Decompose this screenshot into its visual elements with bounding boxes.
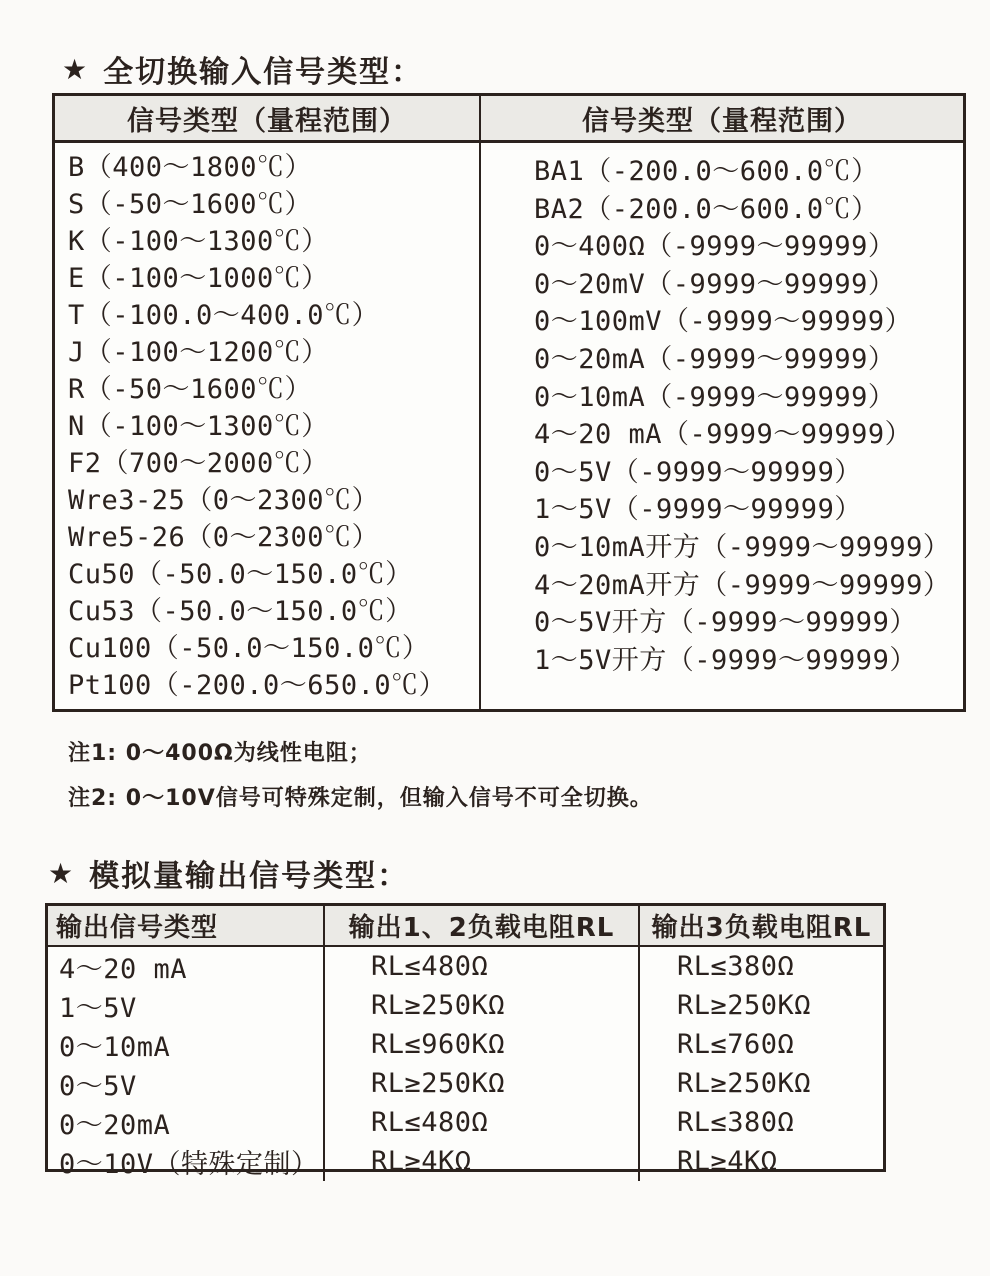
signal-range-item: Wre3-25（0～2300℃） bbox=[68, 485, 380, 516]
table-row bbox=[48, 1064, 883, 1103]
output-signal-type-cell: 0～20mA bbox=[48, 1103, 325, 1142]
signal-range-item: E（-100～1000℃） bbox=[68, 263, 329, 294]
output-signal-type-cell: 0～5V bbox=[48, 1064, 325, 1103]
table-row bbox=[48, 1025, 883, 1064]
signal-range-item: 0～20mV（-9999～99999） bbox=[534, 268, 896, 300]
signal-range-item: 1～5V（-9999～99999） bbox=[534, 494, 862, 526]
output-signal-type-cell: 0～10V（特殊定制） bbox=[48, 1142, 325, 1181]
table-row bbox=[48, 986, 883, 1025]
signal-range-item: Pt100（-200.0～650.0℃） bbox=[68, 670, 447, 701]
output-table-body bbox=[48, 947, 883, 1180]
load-resistance-3-cell: RL≥250KΩ bbox=[677, 990, 812, 1021]
input-table-column-linear bbox=[481, 143, 963, 709]
section-title-text: 全切换输入信号类型： bbox=[103, 55, 424, 90]
signal-range-item: F2（700～2000℃） bbox=[68, 448, 329, 479]
load-resistance-3-cell: RL≤380Ω bbox=[677, 1107, 795, 1138]
output-signal-type-cell: 0～10mA bbox=[48, 1025, 325, 1064]
load-resistance-1-2-cell: RL≥4KΩ bbox=[325, 1142, 640, 1181]
signal-range-item: Cu53（-50.0～150.0℃） bbox=[68, 596, 413, 627]
load-resistance-3-cell: RL≥4KΩ bbox=[677, 1146, 778, 1177]
output-signal-type-cell: 1～5V bbox=[48, 986, 325, 1025]
input-signal-table bbox=[52, 93, 966, 712]
input-table-header-left: 信号类型（量程范围） bbox=[55, 96, 481, 140]
load-resistance-3-cell: RL≤760Ω bbox=[677, 1029, 795, 1060]
output-signal-table bbox=[45, 903, 886, 1180]
output-table-header-load-3: 输出3负载电阻RL bbox=[651, 913, 872, 943]
section-title-text: 模拟量输出信号类型： bbox=[89, 859, 410, 894]
input-table-header-row bbox=[55, 96, 963, 143]
signal-range-item: 0～5V开方（-9999～99999） bbox=[534, 607, 917, 639]
output-table-header-load-1-2: 输出1、2负载电阻RL bbox=[325, 906, 640, 945]
signal-range-item: S（-50～1600℃） bbox=[68, 189, 313, 220]
signal-range-item: R（-50～1600℃） bbox=[68, 374, 313, 405]
load-resistance-1-2-cell: RL≤960KΩ bbox=[325, 1025, 640, 1064]
load-resistance-1-2-cell: RL≥250KΩ bbox=[325, 986, 640, 1025]
input-signal-section-title bbox=[62, 47, 423, 91]
note-1: 注1: 0～400Ω为线性电阻； bbox=[68, 741, 372, 766]
signal-range-item: T（-100.0～400.0℃） bbox=[68, 300, 380, 331]
output-signal-type-cell: 4～20 mA bbox=[48, 947, 325, 986]
signal-range-item: 0～5V（-9999～99999） bbox=[534, 456, 862, 488]
load-resistance-3-cell: RL≤380Ω bbox=[677, 951, 795, 982]
signal-range-item: B（400～1800℃） bbox=[68, 152, 313, 183]
load-resistance-1-2-cell: RL≤480Ω bbox=[325, 947, 640, 986]
signal-range-item: Cu50（-50.0～150.0℃） bbox=[68, 559, 413, 590]
output-table-header-signal-type: 输出信号类型 bbox=[48, 906, 325, 945]
signal-range-item: 1～5V开方（-9999～99999） bbox=[534, 644, 917, 676]
load-resistance-3-cell: RL≥250KΩ bbox=[677, 1068, 812, 1099]
signal-range-item: 0～20mA（-9999～99999） bbox=[534, 343, 896, 375]
output-table-header-row bbox=[48, 906, 883, 947]
table-row bbox=[48, 1142, 883, 1181]
signal-range-item: 0～100mV（-9999～99999） bbox=[534, 306, 913, 338]
signal-range-item: J（-100～1200℃） bbox=[68, 337, 329, 368]
input-table-header-right: 信号类型（量程范围） bbox=[582, 105, 862, 137]
signal-range-item: 0～10mA（-9999～99999） bbox=[534, 381, 896, 413]
input-table-column-thermocouple bbox=[55, 143, 481, 709]
output-signal-section-title bbox=[48, 851, 409, 895]
signal-range-item: BA1（-200.0～600.0℃） bbox=[534, 156, 879, 187]
signal-range-item: 4～20 mA（-9999～99999） bbox=[534, 419, 913, 451]
table-row bbox=[48, 1103, 883, 1142]
signal-range-item: BA2（-200.0～600.0℃） bbox=[534, 193, 879, 225]
note-2: 注2: 0～10V信号可特殊定制，但输入信号不可全切换。 bbox=[68, 786, 653, 811]
signal-range-item: N（-100～1300℃） bbox=[68, 411, 329, 442]
signal-range-item: Cu100（-50.0～150.0℃） bbox=[68, 633, 430, 664]
signal-range-item: 4～20mA开方（-9999～99999） bbox=[534, 569, 951, 601]
load-resistance-1-2-cell: RL≥250KΩ bbox=[325, 1064, 640, 1103]
input-table-body bbox=[55, 143, 963, 709]
signal-range-item: 0～10mA开方（-9999～99999） bbox=[534, 531, 951, 563]
signal-range-item: K（-100～1300℃） bbox=[68, 226, 329, 257]
signal-range-item: Wre5-26（0～2300℃） bbox=[68, 522, 380, 553]
load-resistance-1-2-cell: RL≤480Ω bbox=[325, 1103, 640, 1142]
star-icon: ★ bbox=[62, 52, 90, 86]
table-row bbox=[48, 947, 883, 986]
star-icon: ★ bbox=[48, 856, 76, 890]
signal-range-item: 0～400Ω（-9999～99999） bbox=[534, 231, 896, 263]
